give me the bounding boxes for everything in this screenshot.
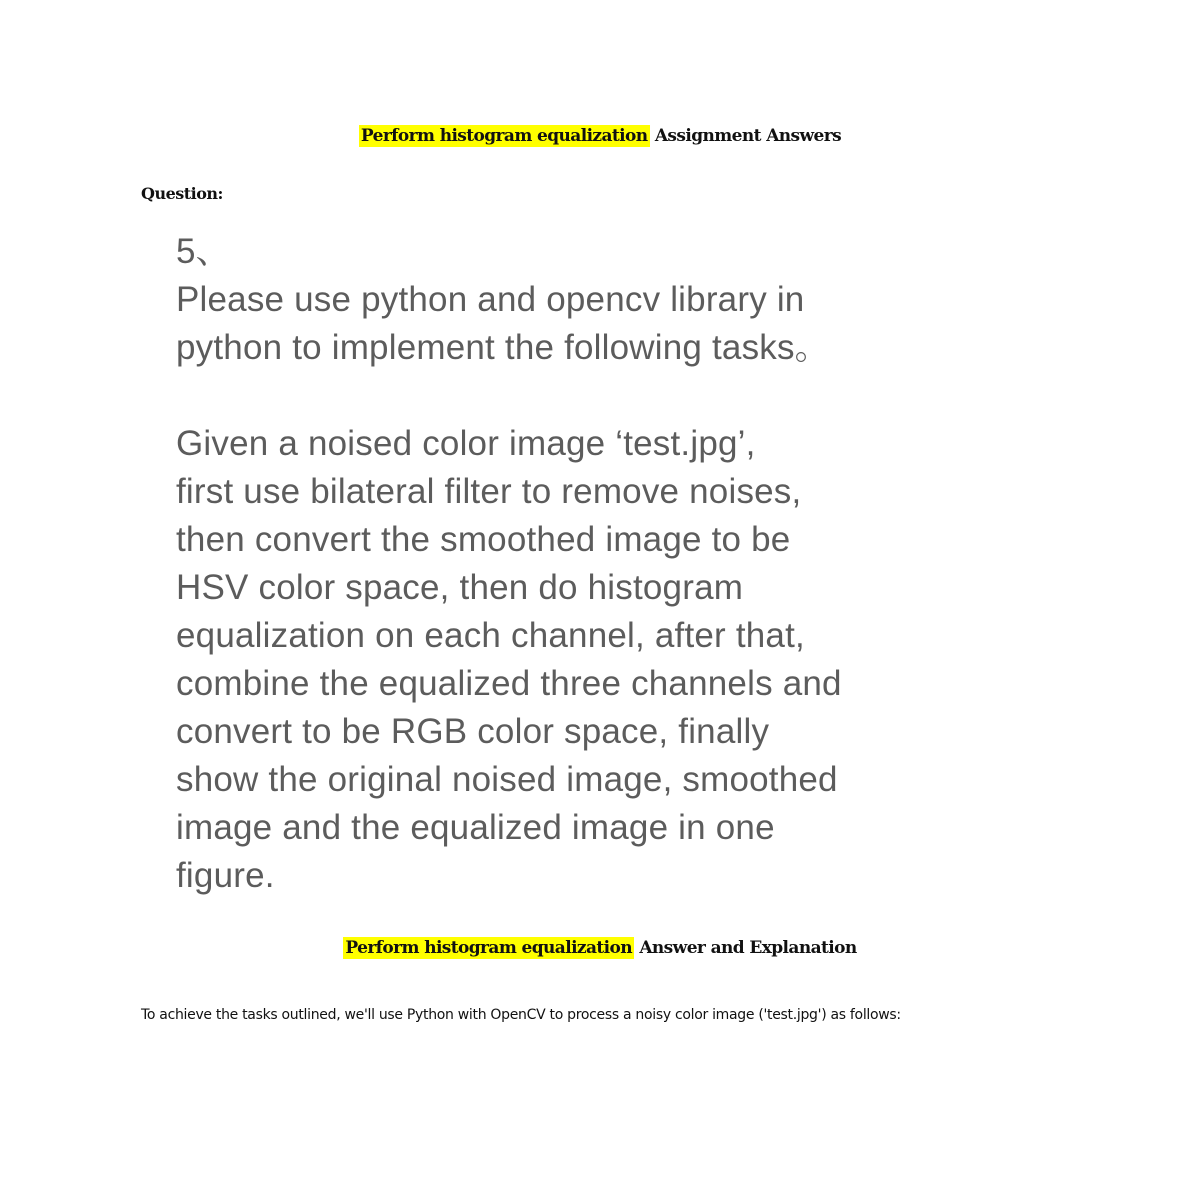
document-title xyxy=(0,126,1200,146)
question-image xyxy=(176,228,1056,900)
question-line: python to implement the following tasks。 xyxy=(176,328,830,367)
question-line: first use bilateral filter to remove noises, xyxy=(176,472,802,511)
question-number: 5、 xyxy=(176,232,231,271)
title-rest-text: Assignment Answers xyxy=(649,126,842,146)
question-line: figure. xyxy=(176,856,275,895)
question-line: combine the equalized three channels and xyxy=(176,664,842,703)
question-line: Given a noised color image ‘test.jpg’, xyxy=(176,424,756,463)
answer-heading-rest-text: Answer and Explanation xyxy=(634,938,857,958)
question-line: convert to be RGB color space, finally xyxy=(176,712,770,751)
question-line: show the original noised image, smoothed xyxy=(176,760,838,799)
question-line: HSV color space, then do histogram xyxy=(176,568,744,607)
title-highlighted-text: Perform histogram equalization xyxy=(360,126,648,146)
question-line: equalization on each channel, after that, xyxy=(176,616,805,655)
answer-heading-highlighted-text: Perform histogram equalization xyxy=(345,938,633,958)
question-label: Question: xyxy=(141,184,223,203)
answer-intro-paragraph: To achieve the tasks outlined, we'll use Python with OpenCV to process a noisy color image ('test.jpg') as follows: xyxy=(141,1007,901,1023)
question-line: Please use python and opencv library in xyxy=(176,280,805,319)
answer-heading xyxy=(0,938,1200,958)
paragraph-gap xyxy=(176,372,1056,420)
question-line: image and the equalized image in one xyxy=(176,808,775,847)
question-line: then convert the smoothed image to be xyxy=(176,520,791,559)
